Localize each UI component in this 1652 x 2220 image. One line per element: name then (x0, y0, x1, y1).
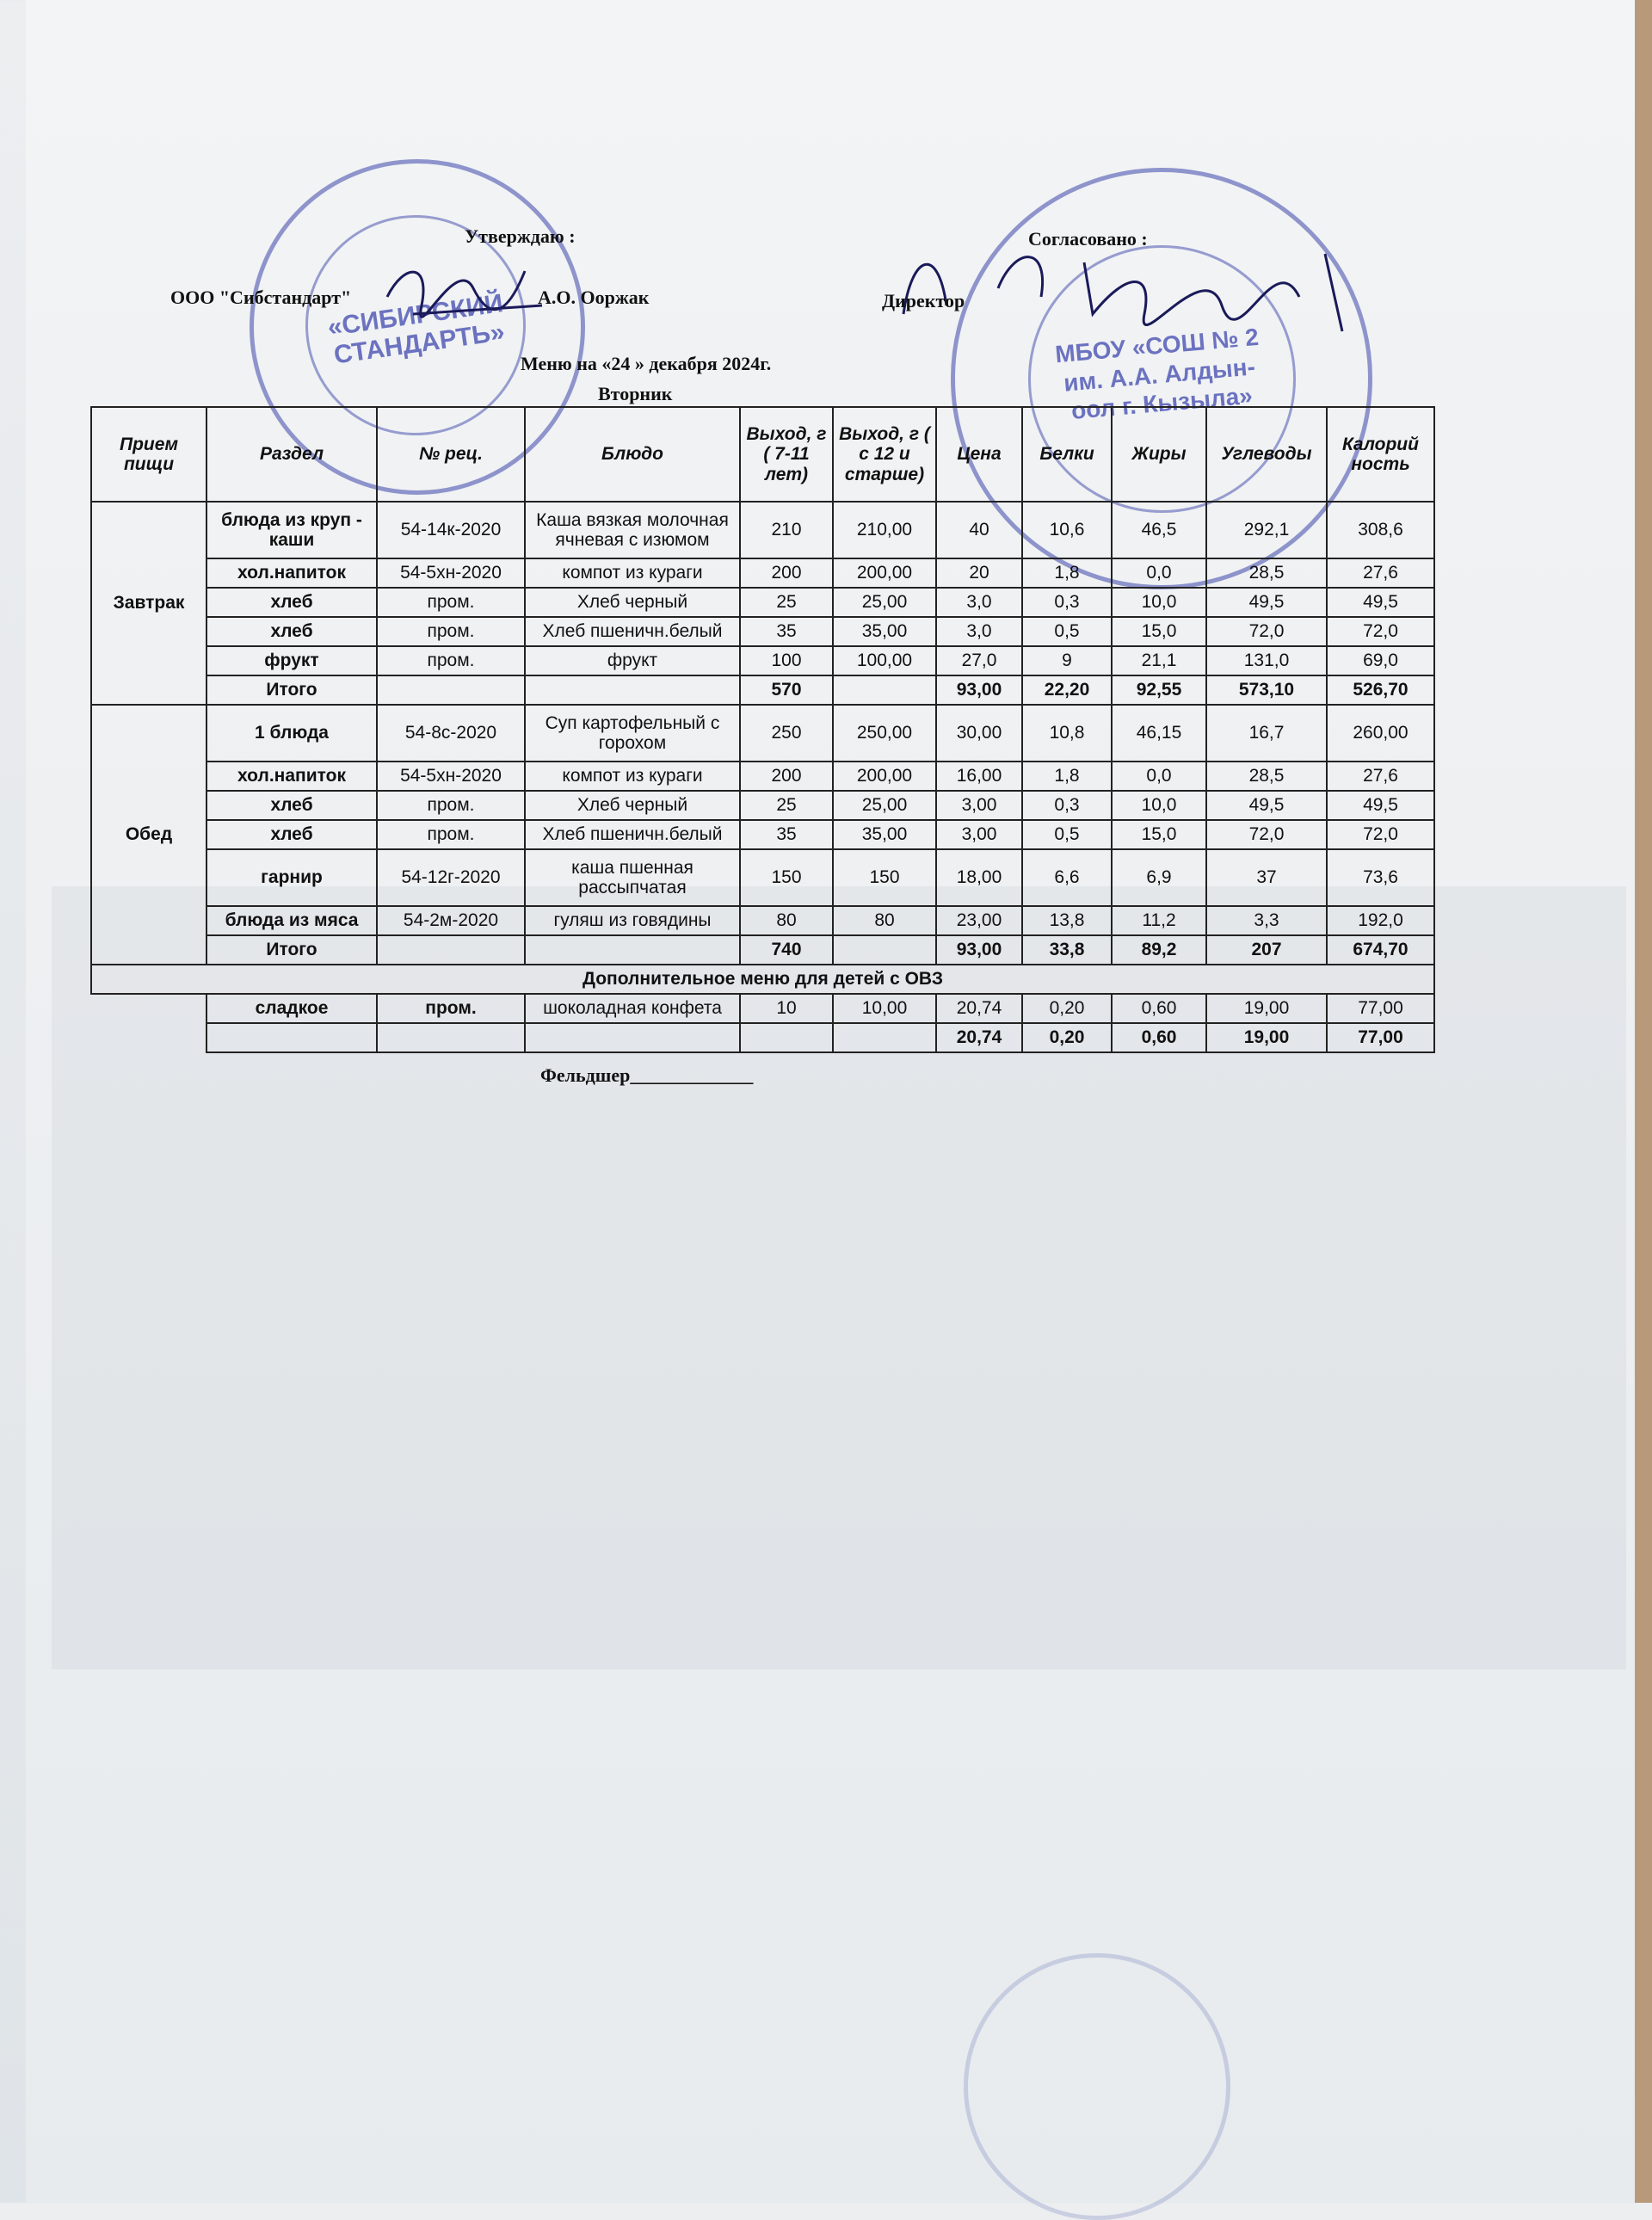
table-cell: 54-8с-2020 (377, 705, 525, 762)
total-cell: 674,70 (1327, 935, 1434, 965)
table-cell: 10,6 (1022, 502, 1112, 558)
table-cell: 10,00 (833, 994, 936, 1023)
table-cell: 10 (740, 994, 833, 1023)
signature-org (379, 245, 551, 340)
table-cell: 19,00 (1206, 994, 1327, 1023)
total-cell: Итого (206, 675, 377, 705)
total-cell (206, 1023, 377, 1052)
total-cell: 19,00 (1206, 1023, 1327, 1052)
table-cell: 25,00 (833, 588, 936, 617)
table-cell: 28,5 (1206, 762, 1327, 791)
table-cell: хол.напиток (206, 762, 377, 791)
table-cell: 25 (740, 791, 833, 820)
total-cell: 33,8 (1022, 935, 1112, 965)
table-cell: 80 (833, 906, 936, 935)
table-cell: 27,6 (1327, 558, 1434, 588)
table-cell: 6,9 (1112, 849, 1206, 906)
approved-label: Утверждаю : (465, 225, 576, 247)
org-person: А.О. Ооржак (538, 287, 650, 308)
table-cell: 200,00 (833, 558, 936, 588)
col-header: Выход, г ( с 12 и старше) (833, 407, 936, 502)
total-cell (377, 935, 525, 965)
col-header: Цена (936, 407, 1022, 502)
table-cell: 3,0 (936, 588, 1022, 617)
signature-director (895, 237, 1377, 340)
table-cell: 1,8 (1022, 762, 1112, 791)
table-cell: 100,00 (833, 646, 936, 675)
meal-name: Обед (91, 705, 206, 965)
total-cell (525, 1023, 740, 1052)
table-cell: 25,00 (833, 791, 936, 820)
total-cell: 526,70 (1327, 675, 1434, 705)
table-cell: 210 (740, 502, 833, 558)
table-cell: 0,0 (1112, 762, 1206, 791)
table-cell: 27,6 (1327, 762, 1434, 791)
table-cell: Каша вязкая молочная ячневая с изюмом (525, 502, 740, 558)
table-cell: 0,5 (1022, 820, 1112, 849)
table-cell: 15,0 (1112, 820, 1206, 849)
table-cell: 200 (740, 762, 833, 791)
table-cell: 30,00 (936, 705, 1022, 762)
total-cell (525, 935, 740, 965)
table-cell: 18,00 (936, 849, 1022, 906)
total-cell: 0,60 (1112, 1023, 1206, 1052)
table-cell: блюда из мяса (206, 906, 377, 935)
paramedic-signature-line: Фельдшер_____________ (540, 1064, 754, 1086)
table-cell: 16,7 (1206, 705, 1327, 762)
table-cell: 49,5 (1206, 588, 1327, 617)
table-cell: 37 (1206, 849, 1327, 906)
table-cell: Хлеб черный (525, 791, 740, 820)
table-cell: 23,00 (936, 906, 1022, 935)
table-cell: 1 блюда (206, 705, 377, 762)
table-cell: 0,60 (1112, 994, 1206, 1023)
table-cell: 10,8 (1022, 705, 1112, 762)
col-header: Прием пищи (91, 407, 206, 502)
table-row (91, 558, 1434, 588)
table-cell: 49,5 (1327, 791, 1434, 820)
total-cell: 573,10 (1206, 675, 1327, 705)
table-cell: 54-2м-2020 (377, 906, 525, 935)
table-cell: 1,8 (1022, 558, 1112, 588)
table-cell: 0,3 (1022, 791, 1112, 820)
table-cell: 20,74 (936, 994, 1022, 1023)
school-stamp: МБОУ «СОШ № 2 им. А.А. Алдын-оол г. Кызыла» (951, 168, 1372, 589)
table-cell: 150 (833, 849, 936, 906)
table-cell: 3,3 (1206, 906, 1327, 935)
table-cell: 28,5 (1206, 558, 1327, 588)
total-cell (833, 935, 936, 965)
table-cell: 16,00 (936, 762, 1022, 791)
table-cell: 0,20 (1022, 994, 1112, 1023)
faint-stamp-bottom (964, 1953, 1230, 2220)
extra-menu-title-row (91, 965, 1434, 994)
table-cell: хол.напиток (206, 558, 377, 588)
table-cell: 54-12г-2020 (377, 849, 525, 906)
agreed-label: Согласовано : (1028, 228, 1148, 250)
table-cell: фрукт (525, 646, 740, 675)
total-cell: 207 (1206, 935, 1327, 965)
col-header: Белки (1022, 407, 1112, 502)
table-cell: 100 (740, 646, 833, 675)
table-cell: хлеб (206, 588, 377, 617)
col-header: Выход, г ( 7-11 лет) (740, 407, 833, 502)
table-cell: 260,00 (1327, 705, 1434, 762)
table-row (91, 791, 1434, 820)
table-cell: 3,00 (936, 820, 1022, 849)
table-cell: 72,0 (1206, 820, 1327, 849)
table-cell: 292,1 (1206, 502, 1327, 558)
table-cell: Суп картофельный с горохом (525, 705, 740, 762)
table-cell: 250 (740, 705, 833, 762)
table-cell: пром. (377, 820, 525, 849)
table-cell: 35,00 (833, 820, 936, 849)
total-row (91, 675, 1434, 705)
total-cell: 740 (740, 935, 833, 965)
total-cell: 0,20 (1022, 1023, 1112, 1052)
table-cell: 20 (936, 558, 1022, 588)
table-row (91, 705, 1434, 762)
total-cell (377, 1023, 525, 1052)
table-cell: 10,0 (1112, 791, 1206, 820)
table-cell: Хлеб пшеничн.белый (525, 617, 740, 646)
table-cell: компот из кураги (525, 558, 740, 588)
table-cell: 46,5 (1112, 502, 1206, 558)
total-cell: 20,74 (936, 1023, 1022, 1052)
col-header: Калорий ность (1327, 407, 1434, 502)
table-cell: 54-5хн-2020 (377, 762, 525, 791)
empty-cell (91, 1023, 206, 1052)
total-row (91, 1023, 1434, 1052)
org-stamp: «СИБИРСКИЙ СТАНДАРТЬ» (250, 159, 585, 495)
total-cell: 22,20 (1022, 675, 1112, 705)
table-cell: Хлеб черный (525, 588, 740, 617)
table-cell: 54-14к-2020 (377, 502, 525, 558)
total-cell (377, 675, 525, 705)
total-cell (525, 675, 740, 705)
table-row (91, 849, 1434, 906)
total-cell (833, 1023, 936, 1052)
table-cell: 11,2 (1112, 906, 1206, 935)
table-cell: 35 (740, 820, 833, 849)
table-cell: 250,00 (833, 705, 936, 762)
table-cell: пром. (377, 617, 525, 646)
table-cell: 0,0 (1112, 558, 1206, 588)
total-cell: 89,2 (1112, 935, 1206, 965)
table-cell: фрукт (206, 646, 377, 675)
table-cell: хлеб (206, 617, 377, 646)
table-cell: 77,00 (1327, 994, 1434, 1023)
table-row (91, 588, 1434, 617)
weekday: Вторник (598, 383, 673, 404)
table-cell: 0,5 (1022, 617, 1112, 646)
table-cell: 54-5хн-2020 (377, 558, 525, 588)
table-row (91, 646, 1434, 675)
table-cell: пром. (377, 791, 525, 820)
table-cell: Хлеб пшеничн.белый (525, 820, 740, 849)
table-cell: 6,6 (1022, 849, 1112, 906)
table-cell: 73,6 (1327, 849, 1434, 906)
menu-date: Меню на «24 » декабря 2024г. (521, 353, 772, 374)
table-row (91, 994, 1434, 1023)
table-cell: 192,0 (1327, 906, 1434, 935)
total-cell: 93,00 (936, 935, 1022, 965)
table-cell: 25 (740, 588, 833, 617)
total-cell: 570 (740, 675, 833, 705)
total-row (91, 935, 1434, 965)
table-cell: 3,00 (936, 791, 1022, 820)
total-cell: 93,00 (936, 675, 1022, 705)
table-cell: гарнир (206, 849, 377, 906)
table-cell: компот из кураги (525, 762, 740, 791)
table-cell: 0,3 (1022, 588, 1112, 617)
table-cell: 72,0 (1206, 617, 1327, 646)
table-row (91, 762, 1434, 791)
menu-table (90, 406, 1435, 1053)
table-cell: 40 (936, 502, 1022, 558)
table-cell: 46,15 (1112, 705, 1206, 762)
table-cell: каша пшенная рассыпчатая (525, 849, 740, 906)
table-cell: 131,0 (1206, 646, 1327, 675)
table-row (91, 906, 1434, 935)
table-cell: 13,8 (1022, 906, 1112, 935)
col-header: Жиры (1112, 407, 1206, 502)
table-cell: хлеб (206, 820, 377, 849)
col-header: Углеводы (1206, 407, 1327, 502)
table-cell: гуляш из говядины (525, 906, 740, 935)
empty-cell (91, 994, 206, 1023)
col-header: Раздел (206, 407, 377, 502)
total-cell (740, 1023, 833, 1052)
table-row (91, 617, 1434, 646)
desk-edge (1635, 0, 1652, 2203)
extra-menu-title: Дополнительное меню для детей с ОВЗ (91, 965, 1434, 994)
table-cell: шоколадная конфета (525, 994, 740, 1023)
table-cell: 72,0 (1327, 617, 1434, 646)
table-cell: 49,5 (1206, 791, 1327, 820)
table-cell: 21,1 (1112, 646, 1206, 675)
total-cell: 92,55 (1112, 675, 1206, 705)
table-cell: 200,00 (833, 762, 936, 791)
table-cell: 210,00 (833, 502, 936, 558)
total-cell: Итого (206, 935, 377, 965)
table-cell: пром. (377, 646, 525, 675)
table-cell: 35 (740, 617, 833, 646)
table-cell: 72,0 (1327, 820, 1434, 849)
table-cell: 308,6 (1327, 502, 1434, 558)
meal-name: Завтрак (91, 502, 206, 705)
table-cell: 80 (740, 906, 833, 935)
col-header: Блюдо (525, 407, 740, 502)
table-cell: пром. (377, 994, 525, 1023)
table-cell: сладкое (206, 994, 377, 1023)
table-cell: пром. (377, 588, 525, 617)
col-header: № рец. (377, 407, 525, 502)
table-cell: 200 (740, 558, 833, 588)
org-name: ООО "Сибстандарт" (170, 287, 352, 308)
table-header-row (91, 407, 1434, 502)
director-label: Директор (882, 290, 965, 311)
table-cell: 69,0 (1327, 646, 1434, 675)
table-cell: блюда из круп - каши (206, 502, 377, 558)
table-cell: 27,0 (936, 646, 1022, 675)
table-cell: 49,5 (1327, 588, 1434, 617)
table-cell: 35,00 (833, 617, 936, 646)
table-cell: 9 (1022, 646, 1112, 675)
table-cell: 15,0 (1112, 617, 1206, 646)
table-row (91, 502, 1434, 558)
table-row (91, 820, 1434, 849)
table-cell: хлеб (206, 791, 377, 820)
table-cell: 10,0 (1112, 588, 1206, 617)
table-cell: 3,0 (936, 617, 1022, 646)
table-cell: 150 (740, 849, 833, 906)
total-cell (833, 675, 936, 705)
total-cell: 77,00 (1327, 1023, 1434, 1052)
